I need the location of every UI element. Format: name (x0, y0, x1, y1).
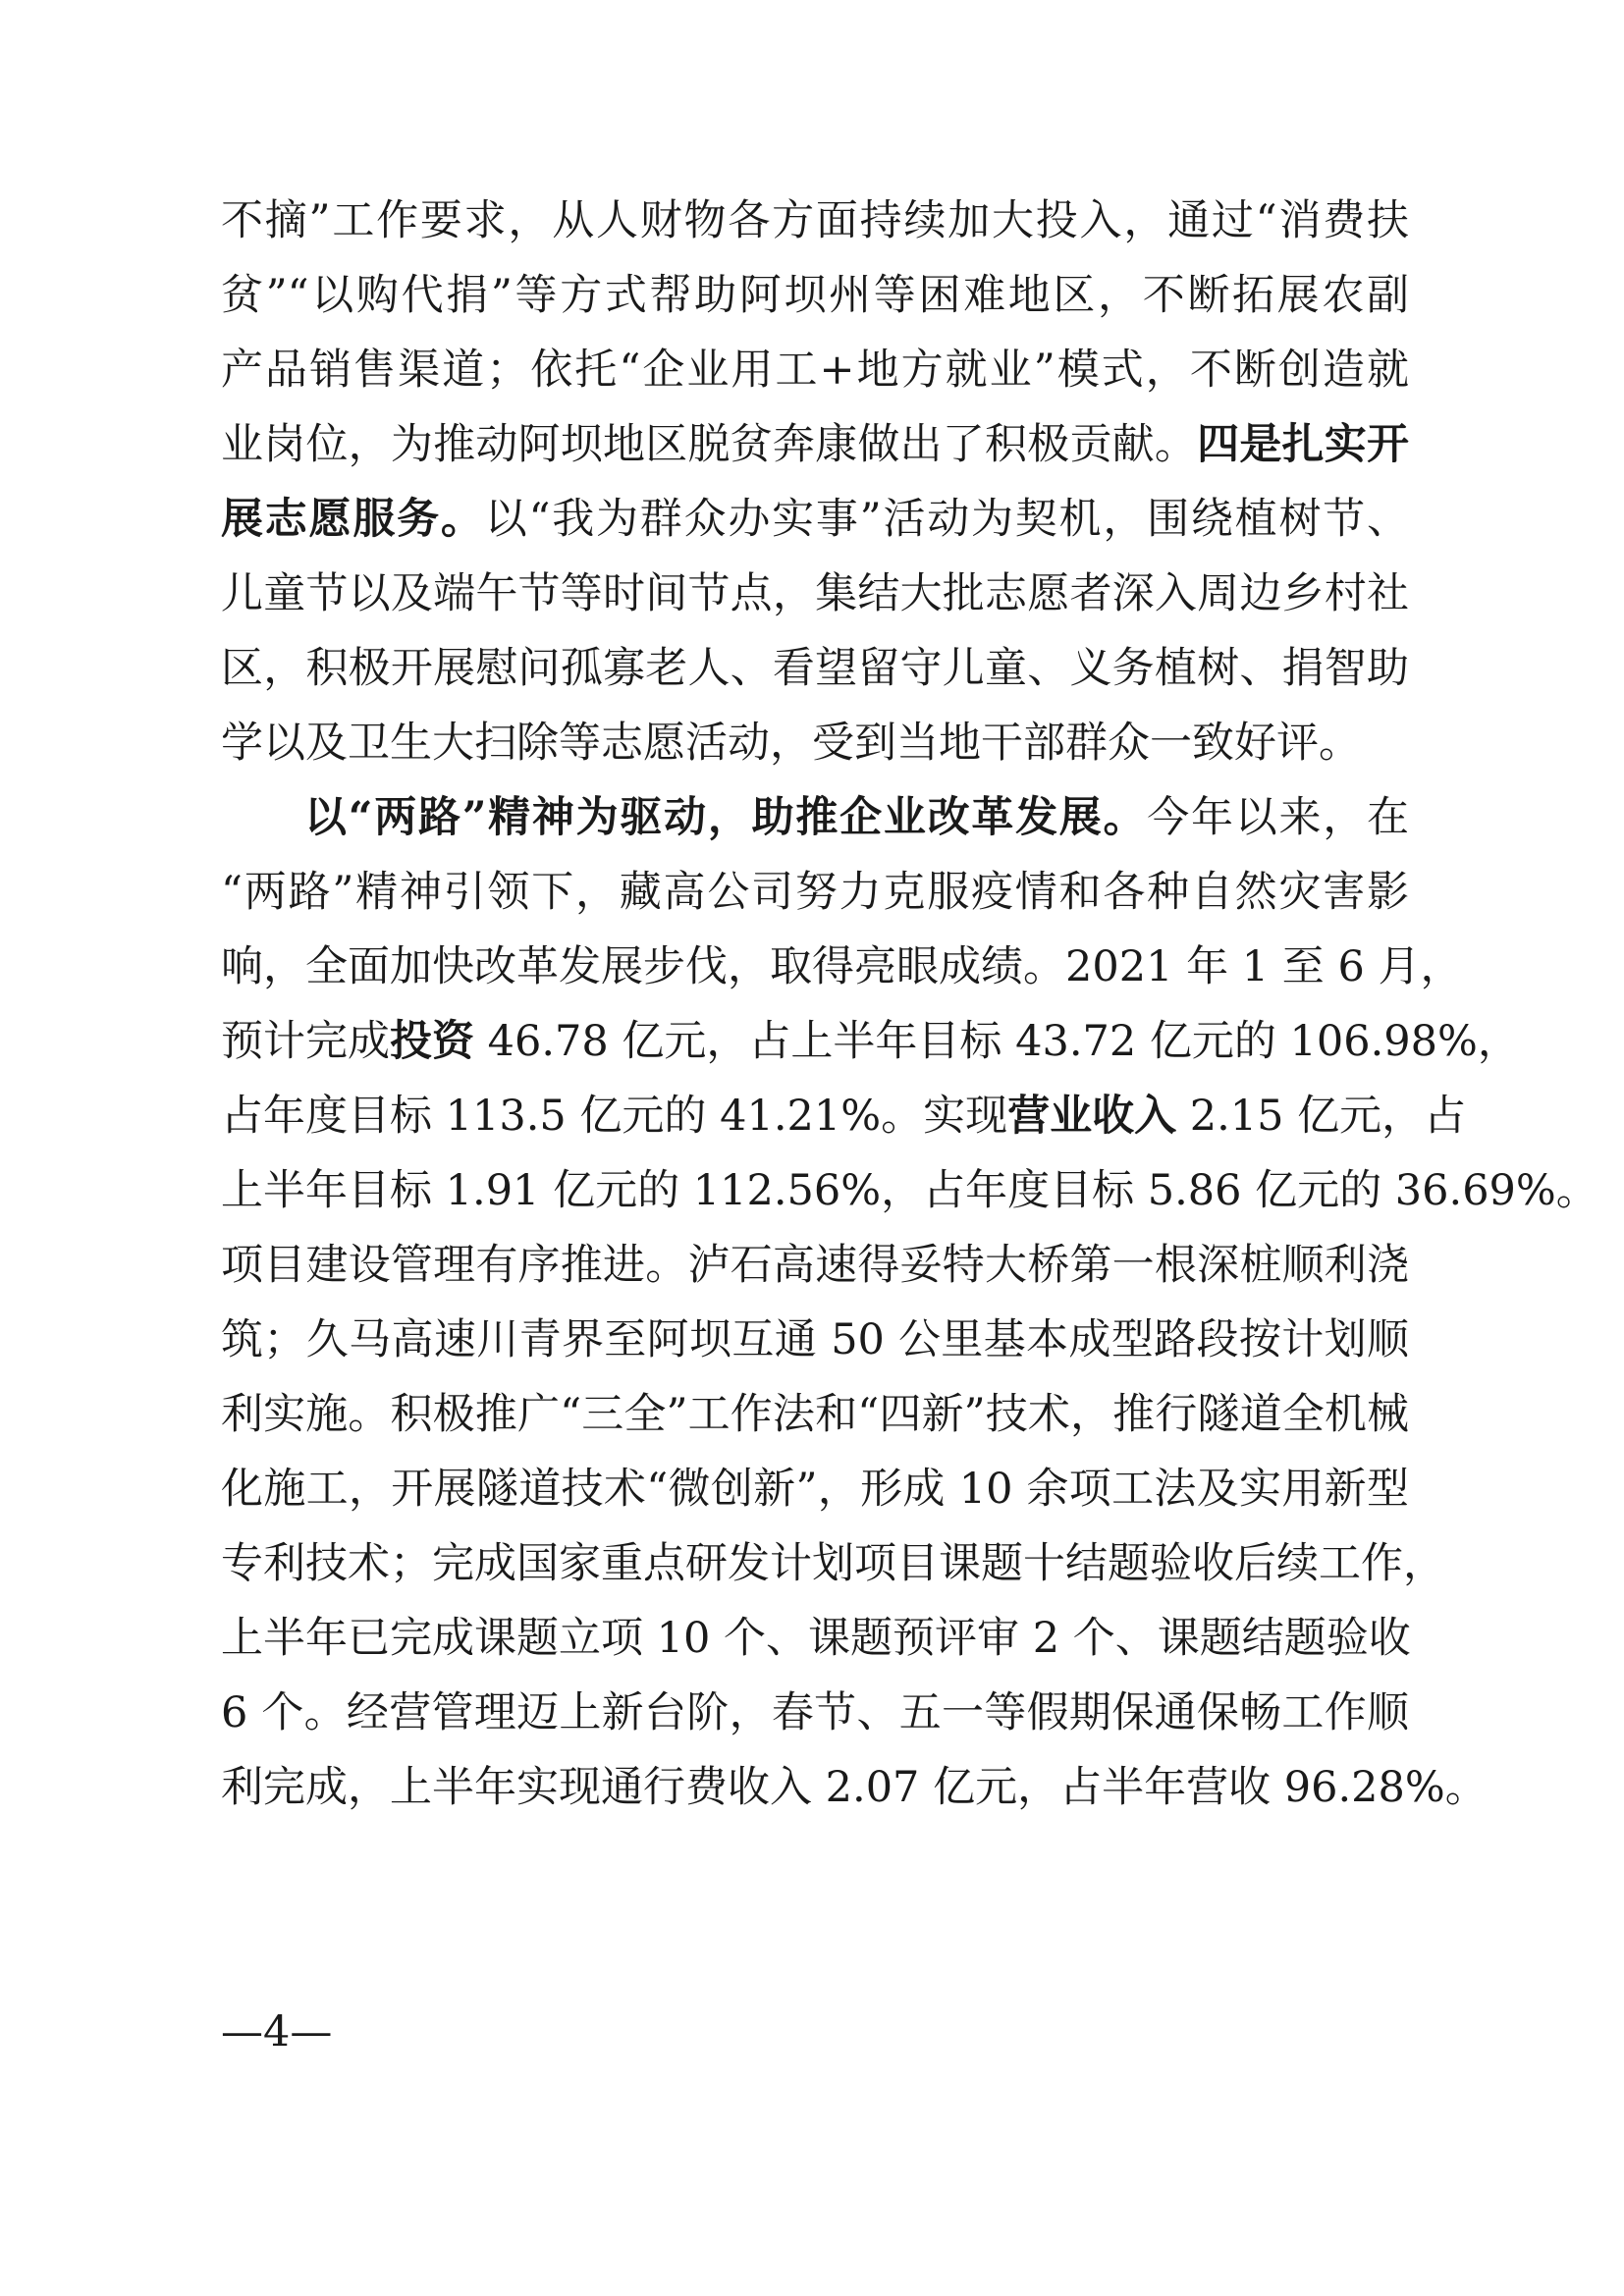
text-line: 不摘”工作要求，从人财物各方面持续加大投入，通过“消费扶 (221, 196, 1409, 245)
text-line: 贫”“以购代捐”等方式帮助阿坝州等困难地区，不断拓展农副 (221, 271, 1409, 320)
bold-heading: 展志愿服务。 (221, 495, 485, 544)
text-line: 上半年已完成课题立项 10 个、课题预评审 2 个、课题结题验收 (221, 1614, 1411, 1663)
text-line: 展志愿服务。以“我为群众办实事”活动为契机，围绕植树节、 (221, 495, 1410, 544)
page-number: —4— (221, 2007, 333, 2056)
text-line: 业岗位，为推动阿坝地区脱贫奔康做出了积极贡献。四是扎实开 (221, 420, 1410, 469)
text-line: 筑；久马高速川青界至阿坝互通 50 公里基本成型路段按计划顺 (221, 1315, 1409, 1364)
bold-heading: 四是扎实开 (1197, 420, 1410, 469)
bold-keyword: 营业收入 (1007, 1092, 1177, 1141)
text-line: 区，积极开展慰问孤寡老人、看望留守儿童、义务植树、捐智助 (221, 644, 1409, 693)
text-line: 利实施。积极推广“三全”工作法和“四新”技术，推行隧道全机械 (221, 1390, 1409, 1439)
text-line: 儿童节以及端午节等时间节点，集结大批志愿者深入周边乡村社 (221, 569, 1409, 618)
text-line: 占年度目标 113.5 亿元的 41.21%。实现营业收入 2.15 亿元，占 (221, 1092, 1467, 1141)
text-line: 学以及卫生大扫除等志愿活动，受到当地干部群众一致好评。 (221, 719, 1361, 768)
bold-keyword: 投资 (390, 1017, 474, 1066)
bold-heading: 以“两路”精神为驱动，助推企业改革发展。 (304, 793, 1148, 842)
text-line: 产品销售渠道；依托“企业用工+地方就业”模式，不断创造就 (221, 346, 1409, 395)
text-line: 预计完成投资 46.78 亿元，占上半年目标 43.72 亿元的 106.98%， (221, 1017, 1520, 1066)
text-line: 6 个。经营管理迈上新台阶，春节、五一等假期保通保畅工作顺 (221, 1688, 1409, 1737)
text-line: 利完成，上半年实现通行费收入 2.07 亿元，占半年营收 96.28%。 (221, 1763, 1488, 1812)
text-line: 专利技术；完成国家重点研发计划项目课题十结题验收后续工作， (221, 1539, 1445, 1588)
text-line: 响，全面加快改革发展步伐，取得亮眼成绩。2021 年 1 至 6 月， (221, 942, 1463, 991)
text-line: 项目建设管理有序推进。泸石高速得妥特大桥第一根深桩顺利浇 (221, 1241, 1409, 1290)
text-line: 化施工，开展隧道技术“微创新”，形成 10 余项工法及实用新型 (221, 1465, 1409, 1514)
text-line: “两路”精神引领下，藏高公司努力克服疫情和各种自然灾害影 (221, 868, 1409, 917)
text-line: 以“两路”精神为驱动，助推企业改革发展。今年以来，在 (304, 793, 1410, 842)
text-line: 上半年目标 1.91 亿元的 112.56%，占年度目标 5.86 亿元的 36.69%。 (221, 1166, 1598, 1215)
